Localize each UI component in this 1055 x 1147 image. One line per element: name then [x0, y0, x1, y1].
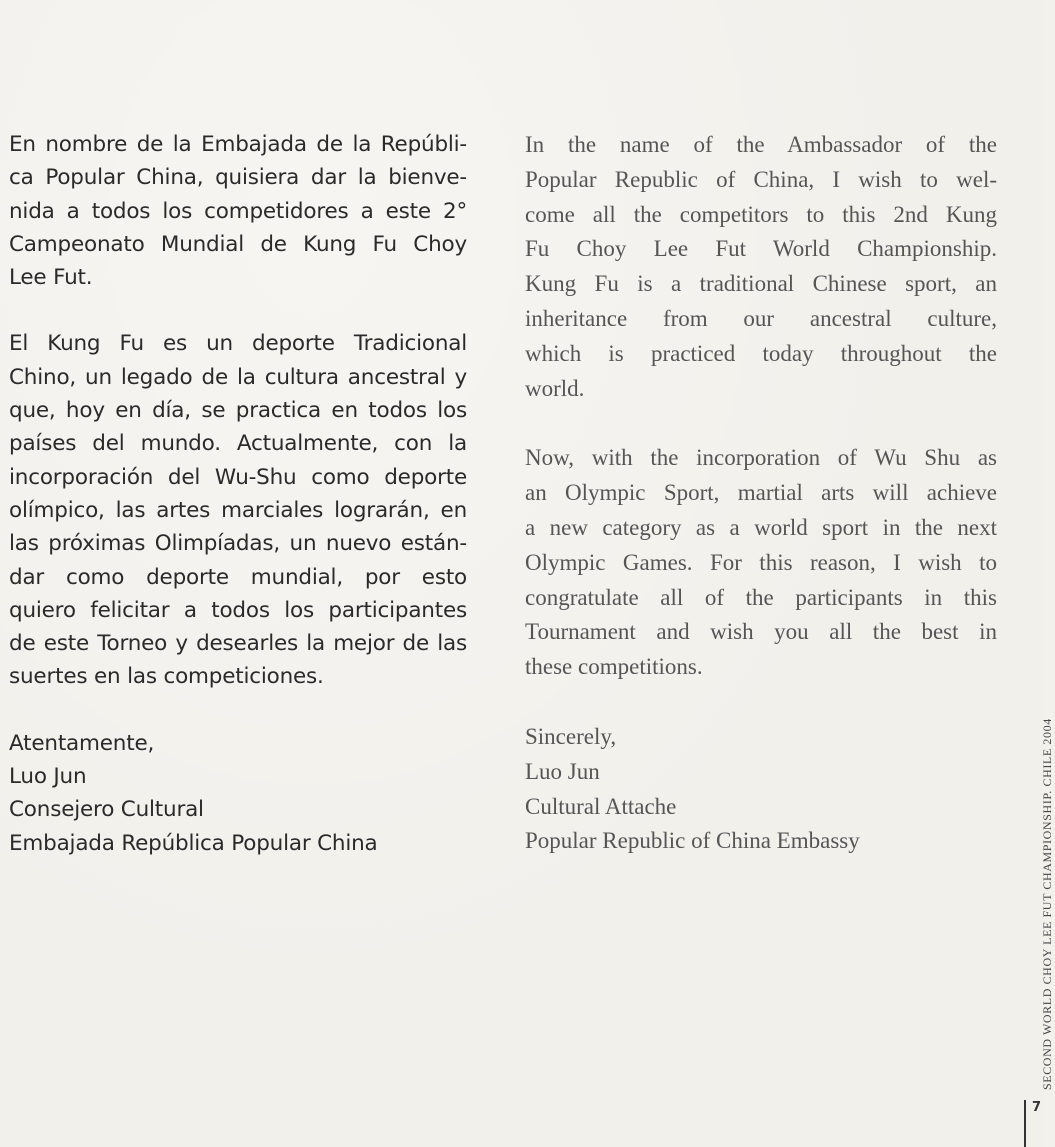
text-line: países del mundo. Actualmente, con la [9, 431, 467, 457]
running-header: SECOND WORLD CHOY LEE FUT CHAMPIONSHIP. CHILE 2004 [1040, 718, 1054, 1090]
text-line: In the name of the Ambassador of the [525, 132, 997, 157]
text-line: these competitions. [525, 654, 703, 680]
signatory-organization: Embajada República Popular China [9, 830, 378, 856]
text-line: El Kung Fu es un deporte Tradicional [9, 331, 467, 357]
signatory-organization: Popular Republic of China Embassy [525, 828, 860, 854]
text-line: dar como deporte mundial, por esto [9, 564, 467, 590]
text-line: ca Popular China, quisiera dar la bienve- [9, 165, 467, 191]
text-line: Fu Choy Lee Fut World Championship. [525, 236, 997, 262]
text-line: de este Torneo y desearles la mejor de las [9, 631, 467, 657]
text-line: come all the competitors to this 2nd Kung [525, 201, 997, 227]
text-line: que, hoy en día, se practica en todos los [9, 398, 467, 424]
text-line: Kung Fu is a traditional Chinese sport, an [525, 271, 997, 297]
page-number: 7 [1032, 1100, 1042, 1115]
text-line: Chino, un legado de la cultura ancestral y [9, 364, 467, 390]
signatory-title: Cultural Attache [525, 793, 677, 819]
english-paragraph-2 [525, 441, 997, 685]
text-line: quiero felicitar a todos los participantes [9, 597, 467, 623]
text-line: inheritance from our ancestral culture, [525, 305, 997, 331]
text-line: incorporación del Wu-Shu como deporte [9, 464, 467, 490]
text-line: Now, with the incorporation of Wu Shu as [525, 445, 997, 471]
closing: Atentamente, [9, 730, 155, 756]
text-line: an Olympic Sport, martial arts will achieve [525, 480, 997, 506]
text-line: las próximas Olimpíadas, un nuevo están- [9, 531, 467, 557]
text-line: Lee Fut. [9, 265, 93, 291]
page-number-divider [1024, 1100, 1026, 1147]
text-line: which is practiced today throughout the [525, 340, 997, 366]
text-line: olímpico, las artes marciales lograrán, en [9, 497, 467, 523]
text-line: a new category as a world sport in the next [525, 514, 997, 540]
spanish-paragraph-2 [9, 327, 467, 693]
signatory-name: Luo Jun [525, 758, 600, 784]
english-column [525, 128, 997, 859]
spanish-column [9, 128, 467, 860]
text-line: world. [525, 375, 585, 401]
text-line: Olympic Games. For this reason, I wish to [525, 549, 997, 575]
text-line: congratulate all of the participants in this [525, 584, 997, 610]
english-signature [525, 720, 997, 859]
text-line: En nombre de la Embajada de la Repúbli- [9, 132, 467, 157]
spanish-paragraph-1 [9, 128, 467, 294]
text-line: nida a todos los competidores a este 2° [9, 198, 467, 224]
spanish-signature [9, 727, 467, 860]
signatory-name: Luo Jun [9, 764, 87, 790]
english-paragraph-1 [525, 128, 997, 406]
text-line: Popular Republic of China, I wish to wel- [525, 166, 997, 192]
text-line: Tournament and wish you all the best in [525, 619, 997, 645]
closing: Sincerely, [525, 723, 617, 749]
text-line: suertes en las competiciones. [9, 664, 324, 690]
signatory-title: Consejero Cultural [9, 797, 204, 823]
text-line: Campeonato Mundial de Kung Fu Choy [9, 231, 467, 257]
